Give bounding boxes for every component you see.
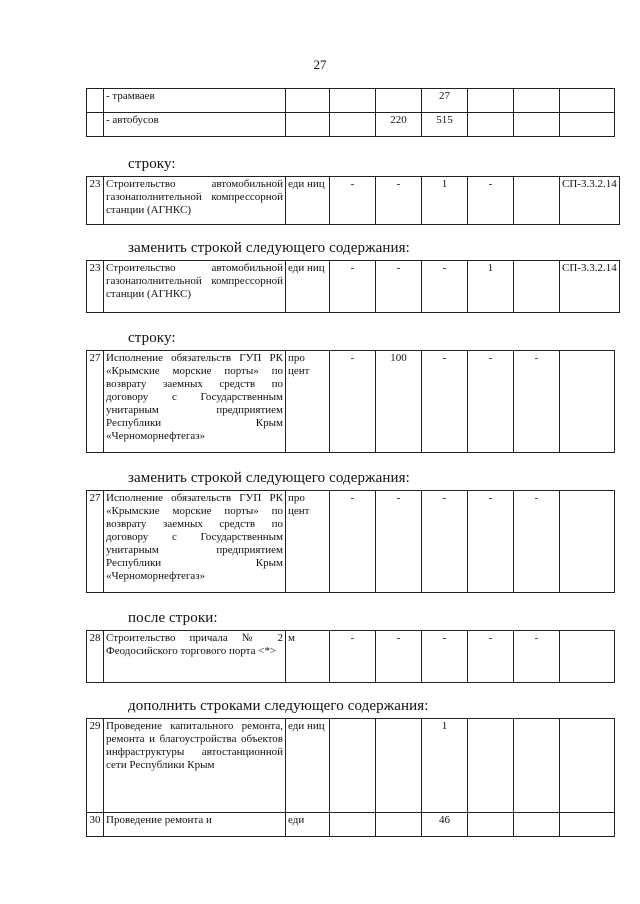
row-number: 30 bbox=[87, 813, 104, 837]
page-number: 27 bbox=[313, 57, 327, 72]
amendment-table bbox=[86, 350, 615, 453]
table-row bbox=[87, 719, 615, 813]
row-value-3: 27 bbox=[422, 89, 468, 113]
table-row bbox=[87, 813, 615, 837]
row-number bbox=[87, 89, 104, 113]
row-value-3: 515 bbox=[422, 113, 468, 137]
row-value-1: - bbox=[330, 491, 376, 593]
row-reference bbox=[560, 491, 615, 593]
row-value-2: 100 bbox=[376, 351, 422, 453]
row-value-1: - bbox=[330, 631, 376, 683]
section-label: заменить строкой следующего содержания: bbox=[128, 470, 410, 486]
section-label: заменить строкой следующего содержания: bbox=[128, 240, 410, 256]
row-reference bbox=[560, 719, 615, 813]
table-row bbox=[87, 631, 615, 683]
row-number bbox=[87, 113, 104, 137]
row-value-1 bbox=[330, 89, 376, 113]
row-description: Проведение капитального ремонта, ремонта и благоустройства объектов инфраструктуры автостанционной сети Республики Крым bbox=[104, 719, 286, 813]
row-value-3: 1 bbox=[422, 719, 468, 813]
row-value-3: - bbox=[422, 631, 468, 683]
row-reference bbox=[560, 813, 615, 837]
row-value-2: - bbox=[376, 261, 422, 313]
table-row bbox=[87, 177, 620, 225]
row-value-2: - bbox=[376, 491, 422, 593]
row-unit: еди ниц bbox=[286, 719, 330, 813]
row-reference bbox=[560, 113, 615, 137]
row-value-4 bbox=[468, 113, 514, 137]
amendment-table bbox=[86, 176, 620, 225]
continuation-table bbox=[86, 88, 615, 137]
table-row bbox=[87, 491, 615, 593]
row-number: 28 bbox=[87, 631, 104, 683]
row-unit: про цент bbox=[286, 351, 330, 453]
row-value-2 bbox=[376, 89, 422, 113]
row-reference bbox=[560, 89, 615, 113]
row-reference bbox=[560, 631, 615, 683]
row-value-1: - bbox=[330, 351, 376, 453]
table-row bbox=[87, 261, 620, 313]
row-value-1 bbox=[330, 719, 376, 813]
row-value-4 bbox=[468, 719, 514, 813]
amendment-table bbox=[86, 260, 620, 313]
row-value-2: - bbox=[376, 177, 422, 225]
row-unit: еди ниц bbox=[286, 177, 330, 225]
amendment-table bbox=[86, 490, 615, 593]
row-description: Исполнение обязательств ГУП РК «Крымские морские порты» по возврату заемных средств по договору с Государственным унитарным предприятием Республики Крым «Черноморнефтегаз» bbox=[104, 491, 286, 593]
row-value-4: - bbox=[468, 177, 514, 225]
row-reference: СП-3.3.2.14 bbox=[560, 261, 620, 313]
row-number: 23 bbox=[87, 261, 104, 313]
section-label: строку: bbox=[128, 156, 176, 172]
row-value-4: - bbox=[468, 491, 514, 593]
row-unit bbox=[286, 113, 330, 137]
row-value-2 bbox=[376, 813, 422, 837]
row-value-1: - bbox=[330, 261, 376, 313]
section-label: после строки: bbox=[128, 610, 218, 626]
row-value-5 bbox=[514, 89, 560, 113]
amendment-table bbox=[86, 718, 615, 837]
row-value-1 bbox=[330, 113, 376, 137]
row-value-3: - bbox=[422, 261, 468, 313]
table-row bbox=[87, 351, 615, 453]
row-unit bbox=[286, 89, 330, 113]
row-value-4: 1 bbox=[468, 261, 514, 313]
row-value-3: 1 bbox=[422, 177, 468, 225]
row-value-5 bbox=[514, 177, 560, 225]
table-row bbox=[87, 89, 615, 113]
row-value-4 bbox=[468, 89, 514, 113]
row-value-1 bbox=[330, 813, 376, 837]
row-description: Строительство автомобильной газонаполнительной компрессорной станции (АГНКС) bbox=[104, 261, 286, 313]
row-value-5 bbox=[514, 813, 560, 837]
row-value-3: - bbox=[422, 491, 468, 593]
row-unit: еди ниц bbox=[286, 261, 330, 313]
row-value-4: - bbox=[468, 351, 514, 453]
row-unit: м bbox=[286, 631, 330, 683]
amendment-table bbox=[86, 630, 615, 683]
row-value-4: - bbox=[468, 631, 514, 683]
row-value-3: 46 bbox=[422, 813, 468, 837]
row-number: 27 bbox=[87, 351, 104, 453]
row-description: Строительство причала № 2 Феодосийского торгового порта <*> bbox=[104, 631, 286, 683]
row-value-1: - bbox=[330, 177, 376, 225]
row-unit: еди bbox=[286, 813, 330, 837]
row-number: 23 bbox=[87, 177, 104, 225]
row-description: Исполнение обязательств ГУП РК «Крымские морские порты» по возврату заемных средств по договору с Государственным унитарным предприятием Республики Крым «Черноморнефтегаз» bbox=[104, 351, 286, 453]
row-unit: про цент bbox=[286, 491, 330, 593]
row-reference bbox=[560, 351, 615, 453]
row-value-5: - bbox=[514, 491, 560, 593]
row-value-2 bbox=[376, 719, 422, 813]
row-description: Проведение ремонта и bbox=[104, 813, 286, 837]
row-value-5 bbox=[514, 261, 560, 313]
row-value-5 bbox=[514, 113, 560, 137]
row-number: 29 bbox=[87, 719, 104, 813]
section-label: строку: bbox=[128, 330, 176, 346]
row-description: - трамваев bbox=[104, 89, 286, 113]
row-value-3: - bbox=[422, 351, 468, 453]
row-number: 27 bbox=[87, 491, 104, 593]
row-description: - автобусов bbox=[104, 113, 286, 137]
table-row bbox=[87, 113, 615, 137]
row-value-5: - bbox=[514, 351, 560, 453]
row-description: Строительство автомобильной газонаполнительной компрессорной станции (АГНКС) bbox=[104, 177, 286, 225]
row-value-5: - bbox=[514, 631, 560, 683]
row-reference: СП-3.3.2.14 bbox=[560, 177, 620, 225]
row-value-5 bbox=[514, 719, 560, 813]
row-value-4 bbox=[468, 813, 514, 837]
row-value-2: - bbox=[376, 631, 422, 683]
row-value-2: 220 bbox=[376, 113, 422, 137]
section-label: дополнить строками следующего содержания: bbox=[128, 698, 429, 714]
